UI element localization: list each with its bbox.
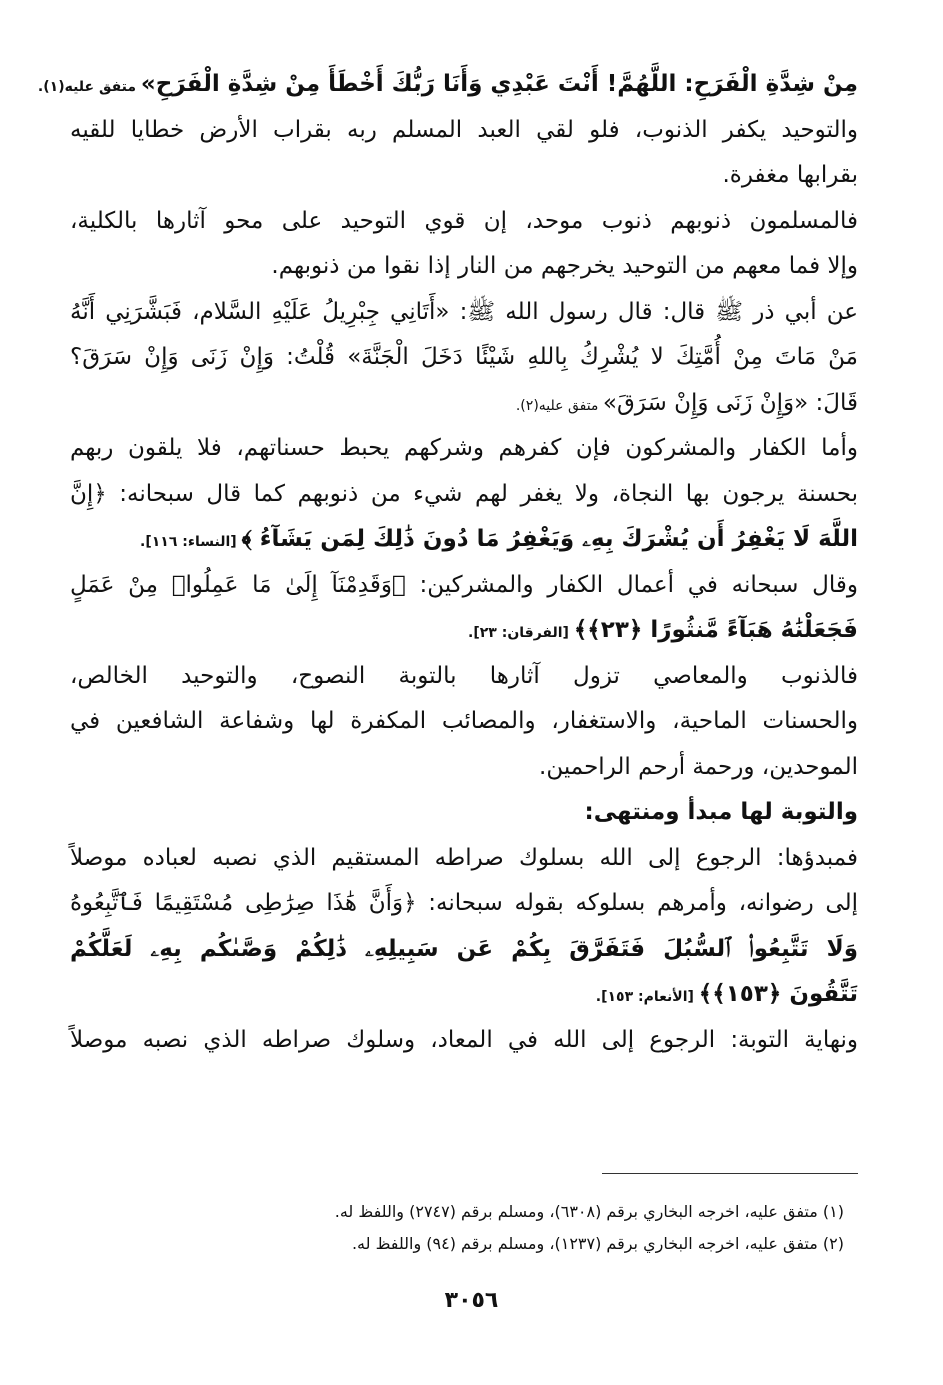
line-text: اللَّهَ لَا يَغْفِرُ أَن يُشْرَكَ بِهِۦ وَيَغْفِرُ مَا دُونَ ذَٰلِكَ لِمَن يَشَآءُ ﴾ — [241, 526, 858, 552]
page-body — [37, 62, 858, 1063]
line-text: تَتَّقُونَ ﴿١٥٣﴾﴾ — [698, 981, 858, 1007]
text-line — [70, 381, 858, 427]
text-line: عن أبي ذر ﷺ قال: قال رسول الله ﷺ: «أَتَانِي جِبْرِيلُ عَلَيْهِ السَّلام، فَبَشَّرَنِي أَنَّهُ — [70, 298, 858, 325]
footnotes — [70, 1196, 844, 1260]
line-text: مِنْ شِدَّةِ الْفَرَحِ: اللَّهُمَّ! أَنْتَ عَبْدِي وَأَنَا رَبُّكَ أَخْطَأَ مِنْ شِدَّةِ الْفَرَحِ» — [140, 71, 858, 97]
text-line: وقال سبحانه في أعمال الكفار والمشركين: ﴿وَقَدِمْنَآ إِلَىٰ مَا عَمِلُوا۟ مِنْ عَمَلٍ — [70, 571, 858, 598]
text-line: فالمسلمون ذنوبهم ذنوب موحد، إن قوي التوحيد على محو آثارها بالكلية، — [70, 207, 858, 234]
text-line: والتوحيد يكفر الذنوب، فلو لقي العبد المسلم ربه بقراب الأرض خطايا للقيه — [70, 116, 858, 143]
footnote: (١) متفق عليه، اخرجه البخاري برقم (٦٣٠٨)، ومسلم برقم (٢٧٤٧) واللفظ له. — [334, 1202, 844, 1221]
line-note: [النساء: ١١٦]. — [140, 534, 242, 550]
text-line: وإلا فما معهم من التوحيد يخرجهم من النار إذا نقوا من ذنوبهم. — [271, 253, 858, 279]
line-note: [الأنعام: ١٥٣]. — [595, 989, 699, 1005]
footnote: (٢) متفق عليه، اخرجه البخاري برقم (١٢٣٧)، ومسلم برقم (٩٤) واللفظ له. — [351, 1234, 844, 1253]
text-line — [70, 972, 858, 1018]
page-number: ٣٠٥٦ — [444, 1288, 499, 1313]
text-line — [70, 608, 858, 654]
text-line: ونهاية التوبة: الرجوع إلى الله في المعاد، وسلوك صراطه الذي نصبه موصلاً — [70, 1026, 858, 1053]
text-line: الموحدين، ورحمة أرحم الراحمين. — [539, 753, 858, 780]
footnote-divider — [602, 1173, 858, 1174]
line-note: متفق عليه(١). — [37, 79, 141, 95]
text-line: فمبدؤها: الرجوع إلى الله بسلوك صراطه المستقيم الذي نصبه لعباده موصلاً — [70, 844, 858, 871]
line-text: فَجَعَلْنَٰهُ هَبَآءً مَّنثُورًا ﴿٢٣﴾﴾ — [573, 617, 858, 643]
text-line: بقرابها مغفرة. — [722, 162, 858, 188]
line-note: متفق عليه(٢). — [515, 397, 603, 414]
text-line: وَلَا تَتَّبِعُوا۟ ٱلسُّبُلَ فَتَفَرَّقَ بِكُمْ عَن سَبِيلِهِۦ ذَٰلِكُمْ وَصَّىٰكُم بِهِۦ لَعَلَّكُمْ — [70, 935, 858, 962]
text-line: مَنْ مَاتَ مِنْ أُمَّتِكَ لا يُشْرِكُ بِاللهِ شَيْئًا دَخَلَ الْجَنَّةَ» قُلْتُ: وَإِنْ زَنَى وَإِنْ سَرَقَ؟ — [70, 344, 858, 370]
text-line — [37, 62, 858, 108]
line-text: قَالَ: «وَإِنْ زَنَى وَإِنْ سَرَقَ» — [602, 389, 858, 416]
text-line: إلى رضوانه، وأمرهم بسلوكه بقوله سبحانه: ﴿وَأَنَّ هَٰذَا صِرَٰطِى مُسْتَقِيمًا فَٱتَّبِعُوهُ — [70, 890, 858, 916]
text-line: فالذنوب والمعاصي تزول آثارها بالتوبة النصوح، والتوحيد الخالص، — [70, 662, 858, 689]
text-line: بحسنة يرجون بها النجاة، ولا يغفر لهم شيء من ذنوبهم كما قال سبحانه: ﴿إِنَّ — [70, 480, 858, 507]
text-line — [70, 517, 858, 563]
text-line: والحسنات الماحية، والاستغفار، والمصائب المكفرة لها وشفاعة الشافعين في — [70, 708, 858, 734]
line-note: [الفرقان: ٢٣]. — [468, 625, 574, 641]
text-line: وأما الكفار والمشركون فإن كفرهم وشركهم يحبط حسناتهم، فلا يلقون ربهم — [70, 435, 858, 461]
section-heading: والتوبة لها مبدأ ومنتهى: — [584, 799, 858, 825]
